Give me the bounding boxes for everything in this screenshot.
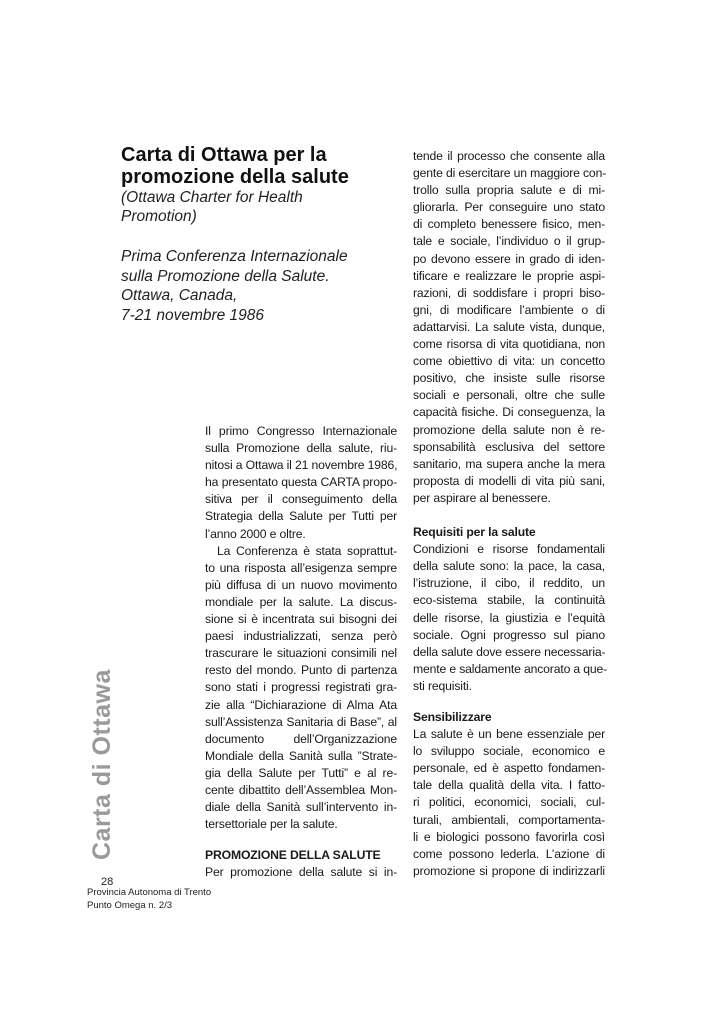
text-line: tale e sociale, l’individuo o il grup- [413, 234, 605, 249]
text-line: tale della qualità della vita. I fatto- [413, 778, 605, 793]
section-heading-promozione: PROMOZIONE DELLA SALUTE [205, 848, 381, 863]
text-line: sociali e personali, oltre che sulle [413, 388, 605, 403]
text-line: proposta di modelli di vita più sani, [413, 473, 605, 488]
text-line: Condizioni e risorse fondamentali [413, 542, 605, 557]
footer-publisher: Provincia Autonoma di Trento [87, 887, 212, 898]
text-line: lo sviluppo sociale, economico e [413, 744, 605, 759]
definition-paragraph [413, 148, 605, 507]
page-subtitle: (Ottawa Charter for Health Promotion) [121, 189, 303, 225]
text-line: sione si è incentrata sui bisogni dei [205, 612, 397, 627]
text-line: gliorarla. Per conseguire uno stato [413, 200, 605, 215]
conference-paragraph [205, 543, 397, 834]
text-line: ha presentato questa CARTA propo- [205, 475, 397, 490]
section-heading-requisiti: Requisiti per la salute [413, 525, 536, 540]
text-line: sitiva per il conseguimento della [205, 492, 397, 507]
section-heading-sensibilizzare: Sensibilizzare [413, 710, 492, 724]
right-text-column [413, 148, 608, 880]
text-line: gente di esercitare un maggiore con- [413, 166, 607, 181]
text-line: positivo, che insiste sulle risorse [413, 371, 605, 386]
text-line: della salute dove essere necessaria- [413, 644, 606, 659]
left-text-column [205, 423, 397, 881]
text-line: mondiale per la salute. La discus- [205, 594, 397, 609]
page-title: Carta di Ottawa per la promozione della salute [121, 144, 349, 188]
text-line: ri politici, economici, sociali, cul- [413, 795, 605, 810]
text-line: delle risorse, la giustizia e l’equità [413, 610, 605, 625]
page-number: 28 [101, 876, 114, 888]
text-line: turali, ambientali, comportamenta- [413, 812, 605, 827]
text-line: trascurare le situazioni consimili nel [205, 646, 397, 661]
text-line: La salute è un bene essenziale per [413, 727, 605, 742]
text-line: Mondiale della Sanità sulla ”Strate- [205, 748, 397, 763]
text-line: come possono lederla. L’azione di [413, 846, 605, 861]
text-line: li e biologici possono favorirla così [413, 829, 605, 844]
text-line: tende il processo che consente alla [413, 149, 605, 163]
text-line: diale della Sanità sull’intervento in- [205, 800, 397, 815]
text-line: sono stati i progressi registrati gra- [205, 680, 397, 695]
text-line: sulla Promozione della salute, riu- [205, 441, 397, 456]
text-line: Strategia della Salute per Tutti per [205, 509, 397, 524]
text-line: trollo sulla propria salute e di mi- [413, 183, 605, 198]
text-line: per aspirare al benessere. [413, 490, 551, 505]
text-line: l’istruzione, il cibo, il reddito, un [413, 576, 605, 591]
text-line: gni, di modificare l’ambiente o di [413, 302, 605, 317]
page-footer [87, 887, 211, 912]
text-line: paesi industrializzati, senza però [205, 629, 397, 644]
text-line: documento dell’Organizzazione [205, 731, 397, 746]
footer-issue: Punto Omega n. 2/3 [87, 899, 173, 911]
text-line: personale, ed è aspetto fondamen- [413, 761, 605, 776]
text-line: resto del mondo. Punto di partenza [205, 663, 397, 678]
text-line: promozione della salute non è re- [413, 422, 605, 437]
conference-info: Prima Conferenza Internazionale sulla Promozione della Salute. Ottawa, Canada, 7-21 novembre 1986 [121, 248, 348, 324]
text-line: Il primo Congresso Internazionale [205, 424, 397, 438]
text-line: eco-sistema stabile, la continuità [413, 593, 605, 608]
text-line: sanitario, ma supera anche la mera [413, 456, 605, 471]
intro-paragraph [205, 423, 397, 543]
text-line: promozione si propone di indirizzarli [413, 863, 605, 878]
text-line: come risorsa di vita quotidiana, non [413, 337, 605, 352]
promozione-paragraph [205, 864, 397, 881]
text-line: Per promozione della salute si in- [205, 865, 397, 880]
text-line: adattarvisi. La salute vista, dunque, [413, 319, 605, 334]
text-line: zie alla “Dichiarazione di Alma Ata [205, 697, 397, 712]
text-line: tersettoriale per la salute. [205, 817, 338, 832]
text-line: sponsabilità esclusiva del settore [413, 439, 605, 454]
sensibilizzare-paragraph [413, 726, 605, 880]
text-line: La Conferenza è stata soprattut- [217, 543, 397, 558]
text-line: capacità fisiche. Di conseguenza, la [413, 405, 605, 420]
title-block [121, 144, 401, 325]
text-line: tificare e realizzare le proprie aspi- [413, 268, 605, 283]
text-line: cente dibattito dell’Assemblea Mon- [205, 782, 397, 797]
text-line: l’anno 2000 e oltre. [205, 526, 306, 541]
text-line: po devono essere in grado di iden- [413, 251, 605, 266]
text-line: di completo benessere fisico, men- [413, 217, 605, 232]
text-line: più diffusa di un nuovo movimento [205, 577, 397, 592]
text-line: razioni, di soddisfare i propri biso- [413, 285, 605, 300]
text-line: come obiettivo di vita: un concetto [413, 354, 605, 369]
text-line: sti requisiti. [413, 678, 472, 693]
text-line: gia della Salute per Tutti” e al re- [205, 765, 397, 780]
text-line: sociale. Ogni progresso sul piano [413, 627, 605, 642]
text-line: della salute sono: la pace, la casa, [413, 559, 605, 574]
text-line: to una risposta all’esigenza sempre [205, 560, 397, 575]
requisiti-paragraph [413, 541, 608, 695]
text-line: nitosi a Ottawa il 21 novembre 1986, [205, 458, 398, 473]
sidebar-section-label: Carta di Ottawa [88, 669, 116, 860]
text-line: sull’Assistenza Sanitaria di Base”, al [205, 714, 397, 729]
text-line: mente e saldamente ancorato a que- [413, 661, 608, 676]
